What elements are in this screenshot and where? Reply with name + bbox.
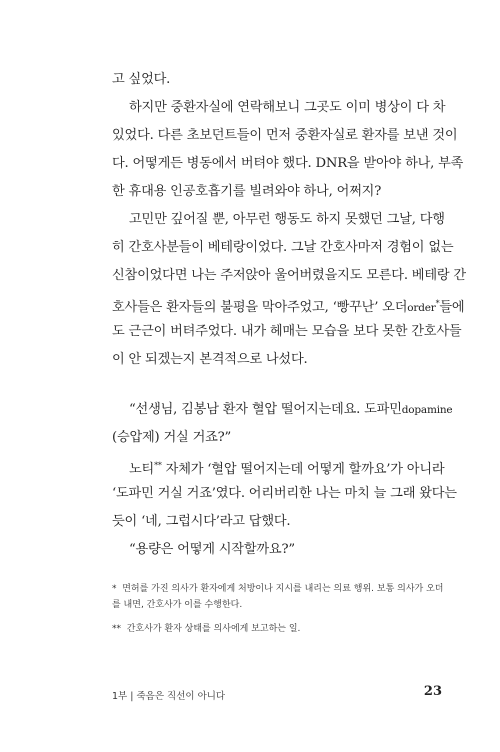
text-line: 고민만 깊어질 뿐, 아무런 행동도 하지 못했던 그날, 다행: [129, 212, 445, 227]
text-segment: 호사들은 환자들의 불평을 막아주었고, ‘빵꾸난’ 오더: [112, 300, 408, 315]
footnote-mark: **: [154, 461, 162, 470]
text-line: 다. 어떻게든 병동에서 버텨야 했다. DNR을 받아야 하나, 부족: [112, 156, 464, 171]
text-line: [112, 456, 445, 480]
footnote-continuation: 를 내면, 간호사가 이를 수행한다.: [112, 600, 243, 610]
text-line: 하지만 중환자실에 연락해보니 그곳도 이미 병상이 다 차: [129, 100, 446, 115]
text-line: 듯이 ‘네, 그럽시다’라고 답했다.: [112, 514, 291, 529]
text-line: [112, 294, 465, 318]
footnote-mark: **: [112, 624, 121, 634]
noti-word: 노티: [129, 462, 155, 477]
dopamine-word: dopamine: [401, 404, 453, 416]
text-line: 히 간호사분들이 베테랑이었다. 그날 간호사마저 경험이 없는: [112, 240, 454, 255]
footnote-mark: *: [112, 584, 117, 594]
order-word: order: [407, 302, 436, 314]
footnote-text: 간호사가 환자 상태를 의사에게 보고하는 일.: [126, 624, 301, 634]
quote-text: “선생님, 김봉남 환자 혈압 떨어지는데요. 도파민: [129, 402, 402, 417]
text-line: (승압제) 거실 거죠?”: [112, 430, 232, 445]
text-line: 신참이었다면 나는 주저앉아 울어버렸을지도 모른다. 베테랑 간: [112, 268, 466, 283]
text-segment: 자체가 ‘혈압 떨어지는데 어떻게 할까요’가 아니라: [161, 462, 445, 477]
text-line: 있었다. 다른 초보던트들이 먼저 중환자실로 환자를 보낸 것이: [112, 128, 458, 143]
running-footer: 1부 | 죽음은 직선이 아니다: [112, 691, 226, 702]
page-number: 23: [423, 684, 442, 699]
text-segment: 들에: [439, 300, 465, 315]
text-line: 고 싶었다.: [112, 72, 171, 87]
text-line: 한 휴대용 인공호흡기를 빌려와야 하나, 어쩌지?: [112, 184, 382, 199]
text-line: 이 안 되겠는지 본격적으로 나섰다.: [112, 352, 308, 367]
footnote-text: 면허를 가진 의사가 환자에게 처방이나 지시를 내리는 의료 행위. 보통 의사가 오더: [122, 584, 444, 594]
text-line: 도 근근이 버텨주었다. 내가 헤매는 모습을 보다 못한 간호사들: [112, 324, 462, 339]
text-line: [112, 400, 453, 420]
footnote: [112, 582, 442, 596]
text-line: “용량은 어떻게 시작할까요?”: [129, 542, 295, 557]
footnote-mark: *: [435, 299, 440, 308]
text-line: ‘도파민 거실 거죠’였다. 어리버리한 나는 마치 늘 그래 왔다는: [112, 486, 457, 501]
footnote: [112, 622, 442, 636]
